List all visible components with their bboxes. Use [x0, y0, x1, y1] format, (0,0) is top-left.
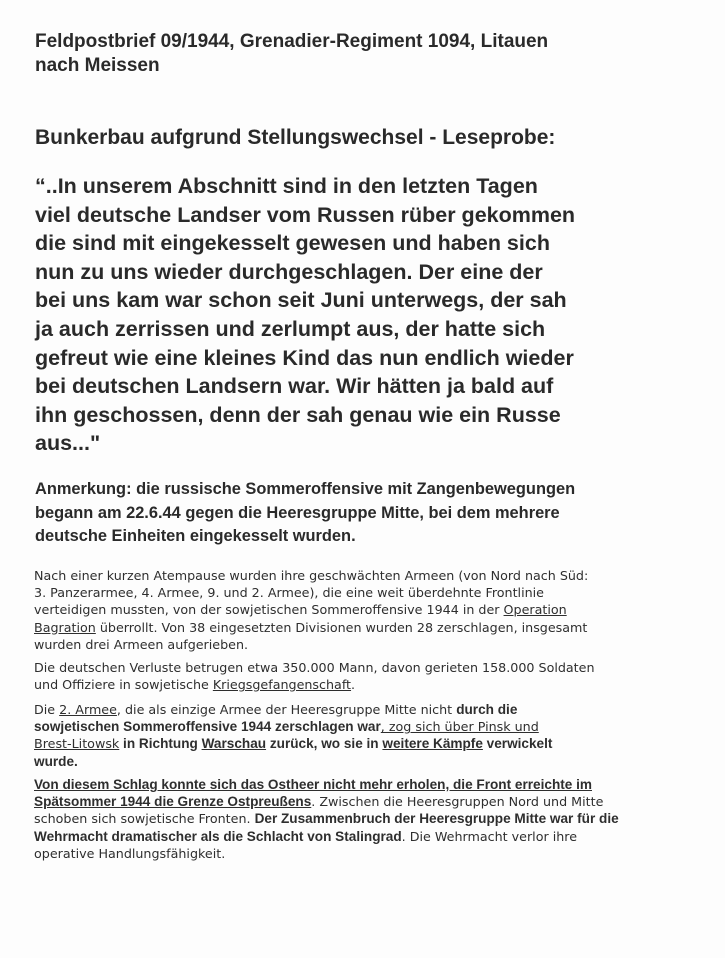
paragraph-line: wurde.: [34, 753, 78, 769]
paragraph-armies: [34, 567, 684, 653]
text-run: und Offiziere in sowjetische: [34, 677, 213, 693]
quote-line: ihn geschossen, denn der sah genau wie ein Russe: [35, 402, 561, 427]
quote-line: bei uns kam war schon seit Juni unterwegs, der sah: [35, 288, 567, 313]
paragraph-line: operative Handlungsfähigkeit.: [34, 845, 226, 861]
text-run: , die als einzige Armee der Heeresgruppe Mitte nicht: [116, 702, 457, 717]
bagration-link[interactable]: Bagration: [34, 619, 96, 635]
bold-run: sowjetischen Sommeroffensive 1944 zerschlagen war: [34, 719, 381, 735]
paragraph-line: 3. Panzerarmee, 4. Armee, 9. und 2. Armee), die eine weit überdehnte Frontlinie: [34, 585, 544, 601]
quote-line: die sind mit eingekesselt gewesen und haben sich: [35, 231, 550, 256]
paragraph-line: [34, 776, 684, 793]
text-run: überrollt. Von 38 eingesetzten Divisionen wurden 28 zerschlagen, insgesamt: [95, 619, 588, 635]
paragraph-second-army: [34, 701, 684, 770]
paragraph-losses: [34, 659, 684, 693]
note-line: Anmerkung: die russische Sommeroffensive mit Zangenbewegungen: [35, 480, 576, 498]
second-army-link[interactable]: 2. Armee: [59, 702, 117, 717]
paragraph-line: [34, 810, 684, 827]
operation-link[interactable]: Operation: [503, 602, 567, 618]
paragraph-line: [34, 793, 684, 810]
paragraph-line: [34, 676, 684, 693]
bold-run: Der Zusammenbruch der Heeresgruppe Mitte war für die: [254, 811, 619, 827]
text-run: .: [351, 677, 356, 693]
kriegsgefangenschaft-link[interactable]: Kriegsgefangenschaft: [212, 677, 352, 693]
note-line: begann am 22.6.44 gegen die Heeresgruppe Mitte, bei dem mehrere: [35, 503, 560, 522]
note-line: deutsche Einheiten eingekesselt wurden.: [35, 527, 356, 545]
document-title: [35, 30, 695, 78]
section-title: Bunkerbau aufgrund Stellungswechsel - Leseprobe:: [35, 126, 556, 149]
document-title-line-1: Feldpostbrief 09/1944, Grenadier-Regiment 1094, Litauen: [35, 31, 549, 52]
quote-line: bei deutschen Landsern war. Wir hätten ja bald auf: [35, 374, 554, 399]
text-run: verteidigen mussten, von der sowjetischen Sommeroffensive 1944 in der: [34, 602, 504, 618]
paragraph-line: Die deutschen Verluste betrugen etwa 350.000 Mann, davon gerieten 158.000 Soldaten: [34, 660, 595, 675]
text-run: . Die Wehrmacht verlor ihre: [401, 828, 578, 844]
paragraph-line: [34, 828, 684, 845]
paragraph-line: [34, 701, 684, 718]
warschau-link[interactable]: Warschau: [201, 736, 267, 752]
paragraph-line: Nach einer kurzen Atempause wurden ihre geschwächten Armeen (von Nord nach Süd:: [34, 568, 589, 583]
weitere-kaempfe-link[interactable]: weitere Kämpfe: [382, 736, 483, 752]
quote-line: “..In unserem Abschnitt sind in den letzten Tagen: [35, 174, 538, 198]
bold-run: in Richtung: [119, 736, 202, 752]
text-run: schoben sich sowjetische Fronten.: [34, 811, 255, 827]
quote-line: gefreut wie eine kleines Kind das nun endlich wieder: [35, 345, 574, 370]
quote-line: nun zu uns wieder durchgeschlagen. Der eine der: [35, 259, 543, 284]
bold-run: durch die: [456, 702, 518, 717]
quote-line: viel deutsche Landser vom Russen rüber gekommen: [35, 202, 576, 227]
paragraph-line: [34, 601, 684, 618]
text-run: . Zwischen die Heeresgruppen Nord und Mitte: [311, 794, 604, 810]
paragraph-line: [34, 735, 684, 752]
quote-line: aus...": [35, 431, 101, 456]
annotation-note: [35, 478, 695, 549]
document-title-line-2: nach Meissen: [35, 55, 160, 76]
paragraph-line: wurden drei Armeen aufgerieben.: [34, 636, 249, 652]
pinsk-link[interactable]: , zog sich über Pinsk und: [380, 719, 539, 735]
ostheer-link[interactable]: Von diesem Schlag konnte sich das Ostheer nicht mehr erholen, die Front erreichte im: [34, 777, 592, 792]
paragraph-ostheer: [34, 776, 684, 862]
brest-litowsk-link[interactable]: Brest-Litowsk: [34, 736, 120, 752]
bold-run: Wehrmacht dramatischer als die Schlacht von Stalingrad: [34, 828, 402, 844]
bold-run: verwickelt: [482, 736, 553, 752]
letter-quote: [35, 172, 705, 458]
paragraph-line: [34, 619, 684, 636]
bold-run: zurück, wo sie in: [266, 736, 383, 752]
paragraph-line: [34, 718, 684, 735]
ostpreussen-link[interactable]: Spätsommer 1944 die Grenze Ostpreußens: [34, 794, 312, 810]
quote-line: ja auch zerrissen und zerlumpt aus, der hatte sich: [35, 316, 546, 341]
text-run: Die: [34, 702, 60, 717]
